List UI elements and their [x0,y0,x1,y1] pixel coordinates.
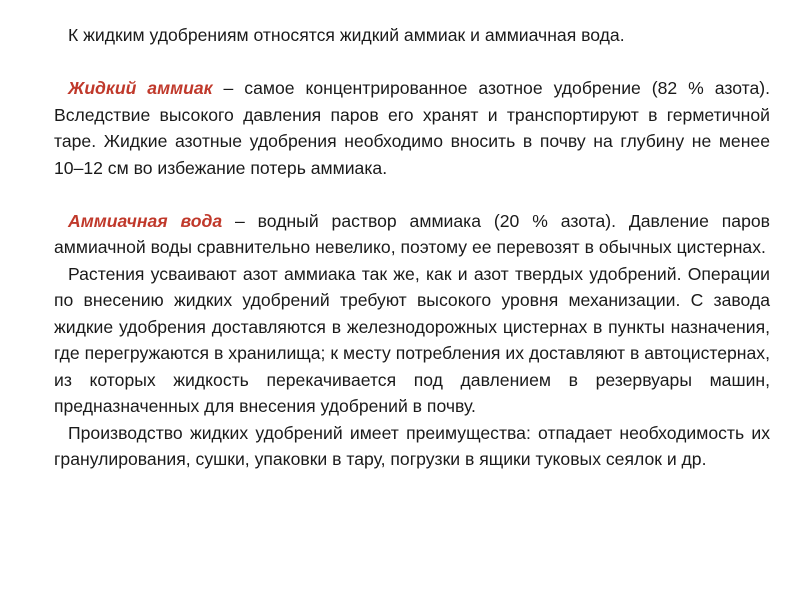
intro-paragraph: К жидким удобрениям относятся жидкий аммиак и аммиачная вода. [68,25,625,45]
liquid-ammonia-term: Жидкий аммиак [68,78,213,98]
liquid-ammonia-paragraph [54,75,770,181]
slide-body [54,22,770,473]
production-paragraph: Производство жидких удобрений имеет преимущества: отпадает необходимость их гранулирования, сушки, упаковки в тару, погрузки в ящики туковых сеялок и др. [54,422,770,469]
ammonia-water-term: Аммиачная вода [68,210,223,231]
liquid-ammonia-text: – самое концентрированное азотное удобрение (82 % азота). Вследствие высокого давления паров его хранят и транспортируют в герметичной таре. Жидкие азотные удобрения необходимо вносить в почву на глубину не менее 10–12 см во избежание потерь аммиака. [54,78,771,178]
ammonia-water-paragraph [54,208,770,261]
ammonia-water-text: – водный раствор аммиака (20 % азота). Давление паров аммиачной воды сравнительно невелико, поэтому ее перевозят в обычных цистернах. [54,210,770,257]
plants-paragraph: Растения усваивают азот аммиака так же, как и азот твердых удобрений. Операции по внесению жидких удобрений требуют высокого уровня механизации. С завода жидкие удобрения доставляются в железнодорожных цистернах в пункты назначения, где перегружаются в хранилища; к месту потребления их доставляют в автоцистернах, из которых жидкость перекачивается под давлением в резервуары машин, предназначенных для внесения удобрений в почву. [54,263,770,416]
